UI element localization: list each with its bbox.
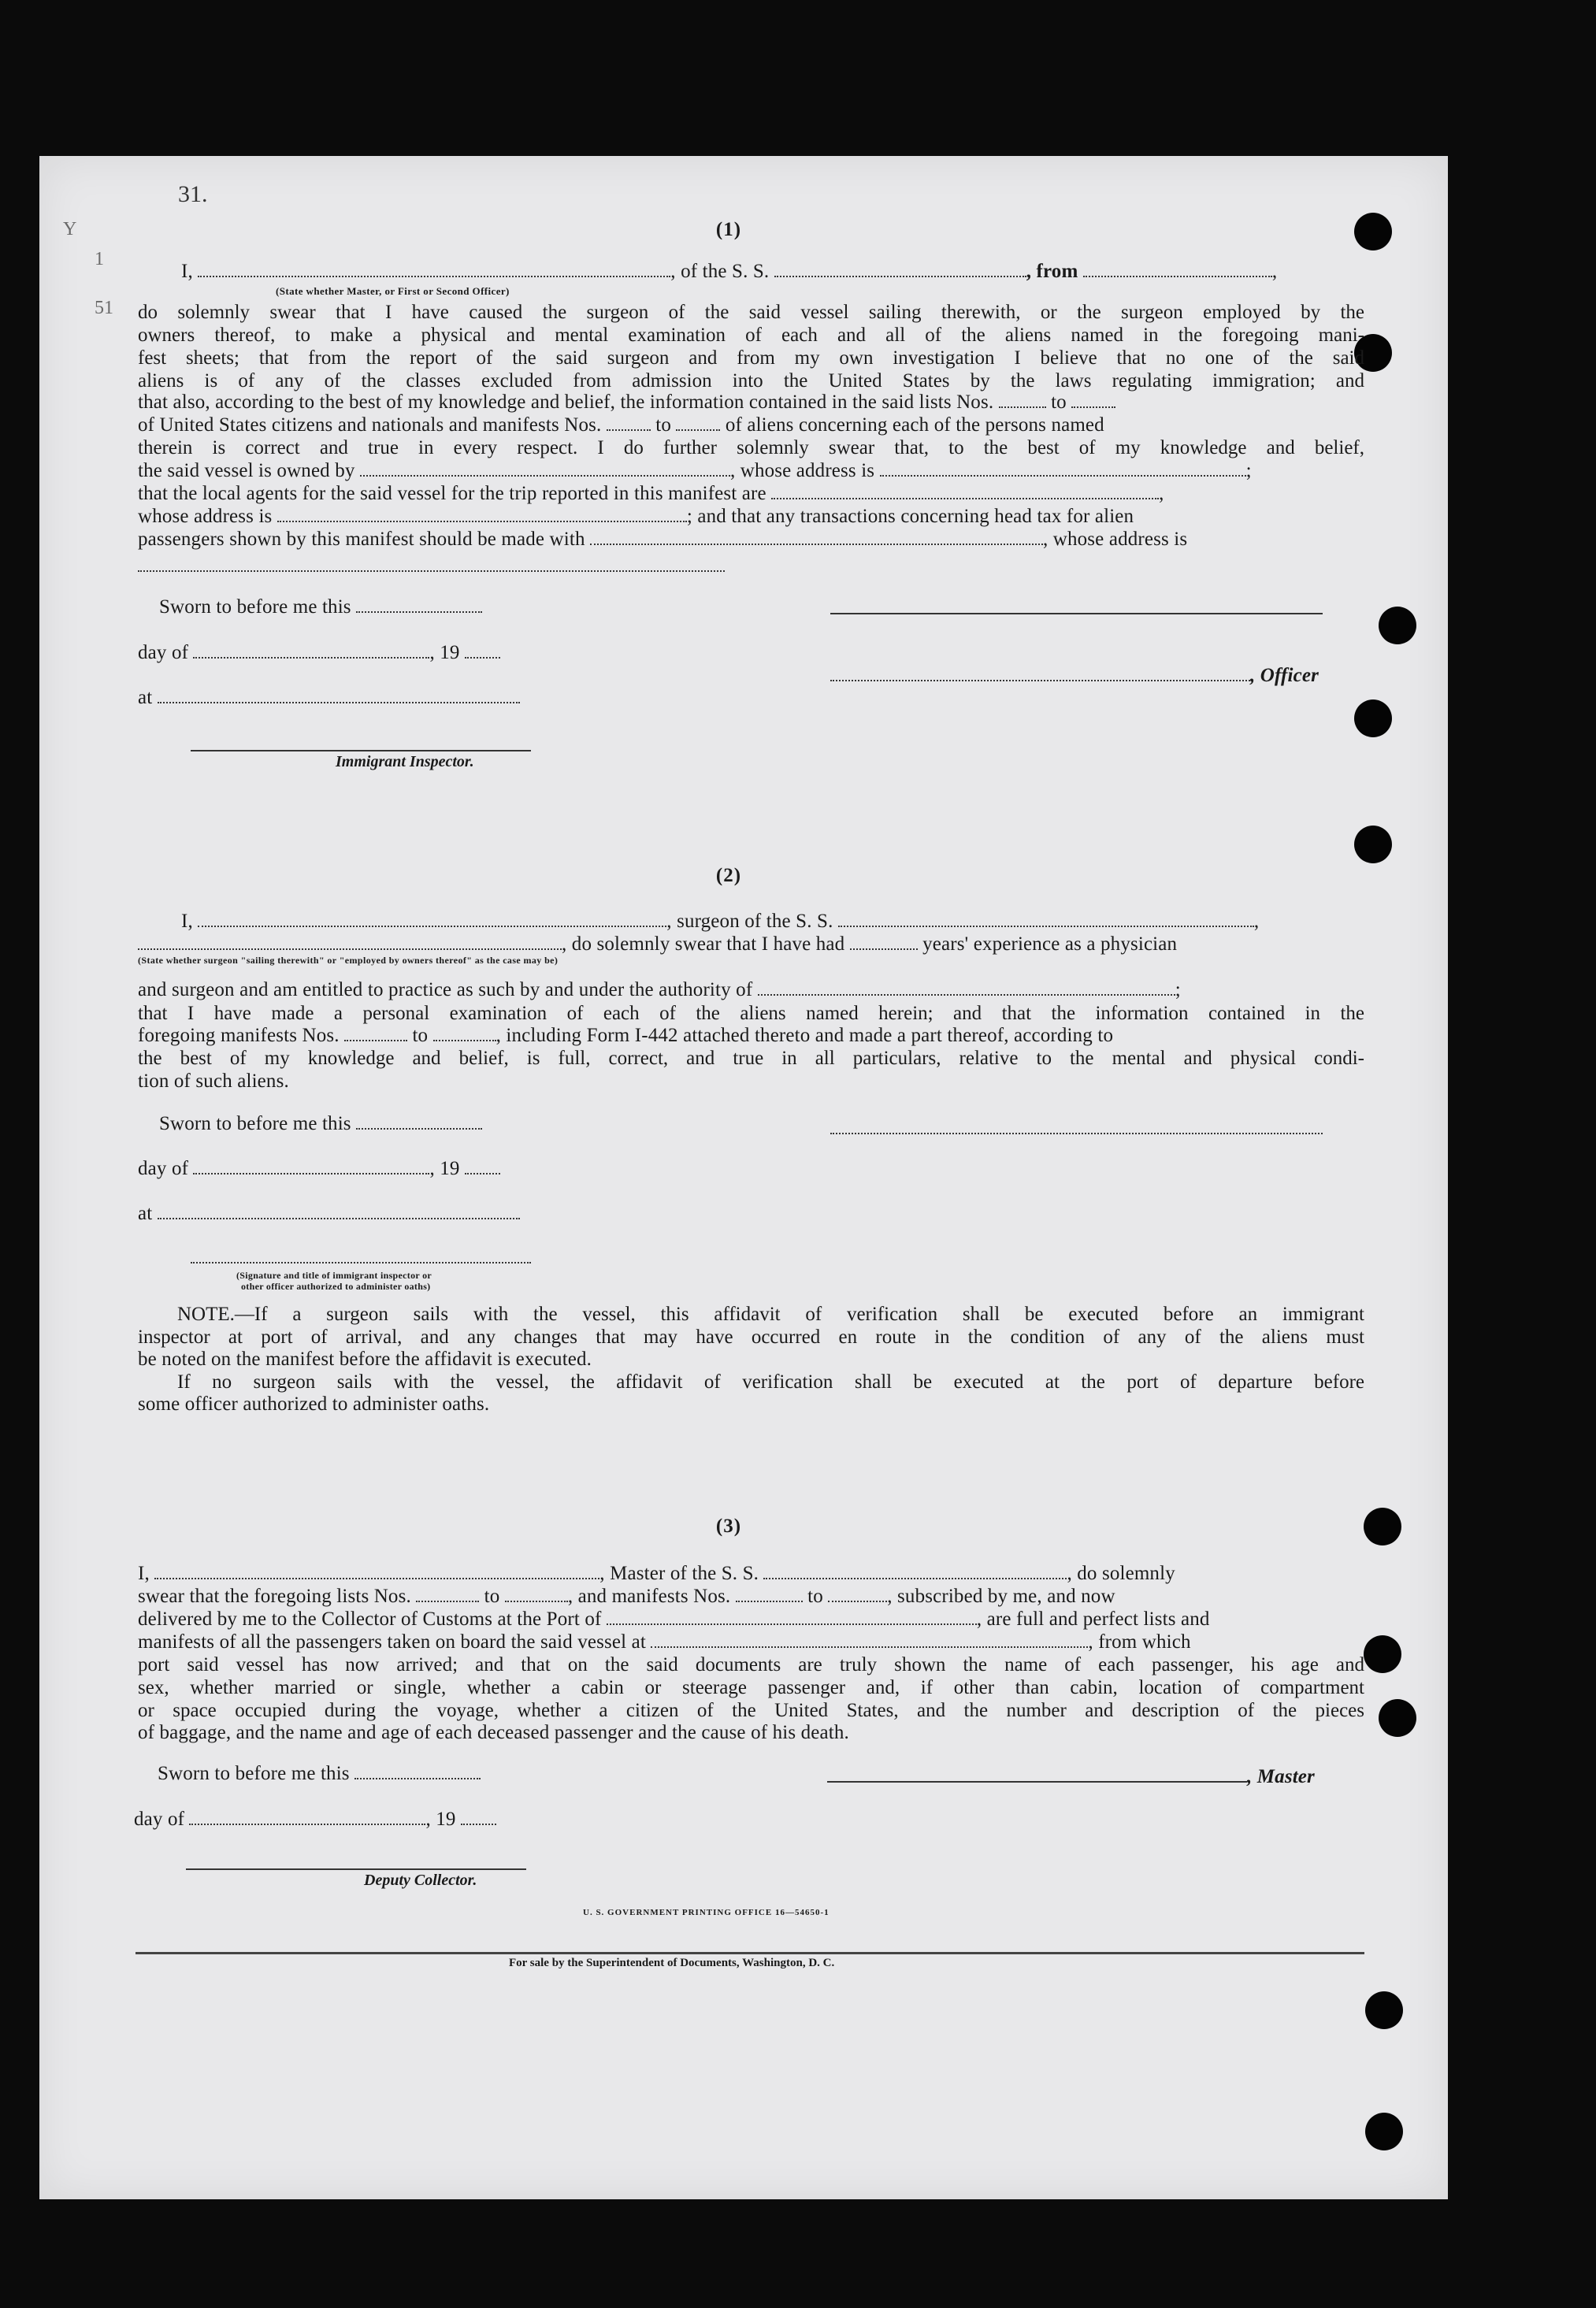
s3-line-5: port said vessel has now arrived; and that on the said documents are truly shown the name of each passenger, his age and (138, 1654, 1364, 1675)
s1-inspector-caption: Immigrant Inspector. (336, 753, 474, 770)
s3-l2-d: to (807, 1586, 823, 1607)
s1-l6-c: of aliens concerning each of the persons named (725, 414, 1104, 436)
lists-to-blank[interactable] (1071, 391, 1115, 408)
s1-sworn-text: Sworn to before me this (159, 596, 351, 618)
s2-note-2: inspector at port of arrival, and any changes that may have occurred en route in the condition of any of the aliens must (138, 1327, 1364, 1348)
punch-hole (1379, 1699, 1416, 1737)
port-of-arrival-blank[interactable] (607, 1608, 977, 1625)
s1-nineteen: , 19 (429, 642, 460, 663)
agents-address-blank[interactable] (277, 505, 687, 522)
punch-hole (1365, 1991, 1403, 2029)
s2-sig-note-2: other officer authorized to administer oaths) (241, 1281, 431, 1292)
s1-body-5 (138, 391, 1115, 414)
s2-line-6: the best of my knowledge and belief, is full, correct, and true in all particulars, relative to the mental and physical condi- (138, 1048, 1364, 1069)
s2-line-4: that I have made a personal examination of each of the aliens named herein; and that the information contained in the (138, 1003, 1364, 1024)
s1-line-1: I, , of the S. S. , from , (181, 261, 1278, 282)
s1-officer-title-blank[interactable] (830, 664, 1250, 681)
s3-line-3 (138, 1608, 1210, 1631)
s2-sworn (159, 1112, 482, 1136)
s3-l2-b: to (484, 1586, 500, 1607)
s3-l2-a: swear that the foregoing lists Nos. (138, 1586, 411, 1607)
s2-note-4: If no surgeon sails with the vessel, the affidavit of verification shall be executed at the port of departure before (177, 1371, 1364, 1393)
s1-l6-a: of United States citizens and nationals and manifests Nos. (138, 414, 602, 436)
s3-l2-c: , and manifests Nos. (567, 1586, 731, 1607)
s3-lists-to-blank[interactable] (505, 1585, 568, 1602)
s1-line-7: therein is correct and true in every respect. I do further solemnly swear that, to the best of my knowledge and belief, (138, 437, 1364, 458)
s1-body-3: fest sheets; that from the report of the said surgeon and from my own investigation I believe that no one of the said (138, 347, 1364, 369)
s1-l8-a: the said vessel is owned by (138, 460, 355, 481)
s3-master-label: , Master (1247, 1766, 1315, 1787)
s1-l9: that the local agents for the said vessel for the trip reported in this manifest are (138, 483, 766, 504)
s2-l1-a: I, (181, 911, 193, 932)
s3-line-1 (138, 1562, 1175, 1586)
years-experience-blank[interactable] (850, 933, 918, 950)
s2-day (138, 1157, 500, 1181)
footer-rule (135, 1952, 1364, 1954)
s3-collector-signature-line[interactable] (186, 1868, 526, 1870)
punch-hole (1365, 2113, 1403, 2150)
s3-l3-a: delivered by me to the Collector of Customs at the Port of (138, 1609, 602, 1630)
section-3-number: (3) (715, 1516, 742, 1537)
s2-l5-c: , including Form I-442 attached thereto and made a part thereof, according to (496, 1025, 1114, 1046)
s2-day-of: day of (138, 1158, 189, 1179)
surgeon-name-blank[interactable] (198, 910, 666, 927)
s2-line-5 (138, 1024, 1113, 1048)
manifests-to-blank[interactable] (676, 414, 720, 431)
s3-day-blank[interactable] (189, 1808, 425, 1825)
s1-address-continuation-blank[interactable] (138, 570, 725, 572)
s2-l3: and surgeon and am entitled to practice as such by and under the authority of (138, 979, 753, 1000)
punch-hole (1354, 699, 1392, 737)
s3-line-7: or space occupied during the voyage, whether a citizen of the United States, and the number and description of the pieces (138, 1700, 1364, 1721)
s1-l6-b: to (655, 414, 671, 436)
s2-note-5: some officer authorized to administer oaths. (138, 1393, 490, 1415)
s2-sworn-blank[interactable] (356, 1112, 482, 1130)
printing-office-imprint: U. S. GOVERNMENT PRINTING OFFICE 16—54650-1 (583, 1908, 830, 1917)
s1-day-of: day of (138, 642, 189, 663)
s1-sworn (159, 596, 482, 619)
margin-mark-1: 1 (95, 249, 104, 269)
s3-sworn-blank[interactable] (354, 1762, 481, 1779)
s3-day (134, 1808, 496, 1831)
s2-at-text: at (138, 1203, 153, 1224)
s1-l10-a: whose address is (138, 506, 273, 527)
punch-hole (1354, 826, 1392, 863)
margin-mark-51: 51 (95, 298, 113, 318)
s1-l10-b: ; and that any transactions concerning head tax for alien (686, 506, 1134, 527)
s3-manifests-from-blank[interactable] (736, 1585, 803, 1602)
s1-l11-a: passengers shown by this manifest should be made with (138, 529, 585, 550)
s3-line-4 (138, 1631, 1191, 1654)
s2-nineteen: , 19 (429, 1158, 460, 1179)
sale-notice: For sale by the Superintendent of Documents, Washington, D. C. (509, 1957, 835, 1969)
surgeon-status-blank[interactable] (138, 933, 562, 950)
s1-l1-a: I, (181, 261, 193, 282)
s3-collector-caption: Deputy Collector. (364, 1872, 477, 1889)
s3-line-2 (138, 1585, 1115, 1609)
punch-hole (1364, 1635, 1401, 1673)
s3-l4-b: , from which (1088, 1631, 1191, 1653)
section-1-number: (1) (715, 219, 742, 240)
s3-day-of: day of (134, 1809, 185, 1830)
s2-manifests-to-blank[interactable] (433, 1024, 496, 1041)
agents-blank[interactable] (771, 482, 1159, 499)
s1-line-10 (138, 505, 1134, 529)
s3-ship-blank[interactable] (763, 1562, 1067, 1579)
s2-surgeon-signature-line[interactable] (830, 1133, 1323, 1134)
margin-mark-top: 31. (178, 181, 208, 207)
s1-l8-b: , whose address is (729, 460, 875, 481)
s2-inspector-signature-line[interactable] (191, 1262, 531, 1263)
s3-l1-b: , Master of the S. S. (599, 1563, 759, 1584)
manifest-sheet (39, 156, 1448, 2199)
s1-l5-to: to (1051, 391, 1067, 413)
s2-ship-blank[interactable] (838, 910, 1254, 927)
s2-line-3: and surgeon and am entitled to practice as such by and under the authority of ; (138, 979, 1181, 1000)
s3-line-6: sex, whether married or single, whether a cabin or steerage passenger and, if other than cabin, location of compartment (138, 1677, 1364, 1698)
s2-note-3: be noted on the manifest before the affidavit is executed. (138, 1349, 592, 1370)
s2-line-7: tion of such aliens. (138, 1071, 289, 1092)
s2-manifests-from-blank[interactable] (344, 1024, 407, 1041)
port-of-embarkation-blank[interactable] (651, 1631, 1088, 1648)
s2-status-note: (State whether surgeon "sailing therewith" or "employed by owners thereof" as the case may be) (138, 955, 559, 966)
s3-sworn-text: Sworn to before me this (158, 1763, 350, 1784)
margin-mark-y: Y (63, 219, 77, 239)
s1-line-8: the said vessel is owned by , whose address is ; (138, 460, 1252, 481)
owner-address-blank[interactable] (880, 459, 1246, 477)
s2-line-2 (138, 933, 1177, 956)
s1-line-6 (138, 414, 1104, 437)
from-port-blank[interactable] (1083, 260, 1272, 277)
s1-at-text: at (138, 687, 153, 708)
lists-from-blank[interactable] (999, 391, 1046, 408)
s3-l4-a: manifests of all the passengers taken on board the said vessel at (138, 1631, 646, 1653)
s1-officer-line (830, 664, 1319, 688)
s1-day-blank[interactable] (193, 641, 429, 659)
s3-year-blank[interactable] (461, 1808, 496, 1825)
s1-l1-b: , of the S. S. (670, 261, 770, 282)
s3-manifests-to-blank[interactable] (828, 1585, 887, 1602)
s3-l2-e: , subscribed by me, and now (887, 1586, 1115, 1607)
s1-officer-label: , Officer (1250, 665, 1319, 686)
s2-sig-note-1: (Signature and title of immigrant inspector or (236, 1270, 432, 1281)
s2-day-blank[interactable] (193, 1157, 429, 1174)
s2-l5-b: to (412, 1025, 429, 1046)
ship-name-blank[interactable] (774, 260, 1026, 277)
head-tax-contact-blank[interactable] (590, 528, 1043, 545)
s1-body-1: do solemnly swear that I have caused the surgeon of the said vessel sailing therewith, or the surgeon employed by the (138, 302, 1364, 323)
s2-l2-b: years' experience as a physician (922, 933, 1178, 955)
s3-nineteen: , 19 (425, 1809, 456, 1830)
s1-l1-c: , from (1026, 261, 1078, 282)
punch-hole (1379, 607, 1416, 644)
s3-line-8: of baggage, and the name and age of each deceased passenger and the cause of his death. (138, 1722, 849, 1743)
master-name-blank[interactable] (154, 1562, 599, 1579)
s2-at (138, 1202, 520, 1226)
officer-name-blank[interactable] (198, 260, 670, 277)
s3-l1-c: , do solemnly (1067, 1563, 1175, 1584)
manifests-from-blank[interactable] (607, 414, 651, 431)
s1-l11-b: , whose address is (1043, 529, 1188, 550)
s1-at-blank[interactable] (158, 686, 520, 703)
s2-sworn-text: Sworn to before me this (159, 1113, 351, 1134)
owner-blank[interactable] (360, 459, 730, 477)
s1-body-5-text: that also, according to the best of my knowledge and belief, the information contained in the said lists Nos. (138, 391, 994, 413)
s1-officer-note: (State whether Master, or First or Second Officer) (276, 285, 510, 297)
s1-year-blank[interactable] (465, 641, 500, 659)
s1-line-11 (138, 528, 1187, 551)
s1-at (138, 686, 520, 710)
s2-l5-a: foregoing manifests Nos. (138, 1025, 340, 1046)
s2-note-1: NOTE.—If a surgeon sails with the vessel, this affidavit of verification shall be executed before an immigrant (177, 1304, 1364, 1325)
s1-officer-signature-line[interactable] (830, 613, 1323, 614)
s3-l3-b: , are full and perfect lists and (976, 1609, 1210, 1630)
s2-at-blank[interactable] (158, 1202, 520, 1219)
s2-year-blank[interactable] (465, 1157, 500, 1174)
s2-l2-a: , do solemnly swear that I have had (562, 933, 845, 955)
s1-body-4: aliens is of any of the classes excluded from admission into the United States by the laws regulating immigration; and (138, 370, 1364, 391)
s1-inspector-signature-line[interactable] (191, 750, 531, 751)
s3-l1-a: I, (138, 1563, 150, 1584)
s3-master-signature-blank[interactable] (827, 1765, 1247, 1783)
s3-sworn (158, 1762, 481, 1786)
section-2-number: (2) (715, 865, 742, 886)
s2-l1-b: , surgeon of the S. S. (666, 911, 833, 932)
s1-day (138, 641, 500, 665)
s1-body-2: owners thereof, to make a physical and mental examination of each and all of the aliens named in the foregoing mani- (138, 325, 1364, 346)
s1-sworn-blank[interactable] (356, 596, 482, 613)
s2-line-1: I, , surgeon of the S. S. , (181, 911, 1260, 932)
s1-line-9: that the local agents for the said vessel for the trip reported in this manifest are , (138, 483, 1164, 504)
s3-lists-from-blank[interactable] (416, 1585, 479, 1602)
s3-master-line (827, 1765, 1315, 1789)
authority-blank[interactable] (758, 978, 1175, 996)
